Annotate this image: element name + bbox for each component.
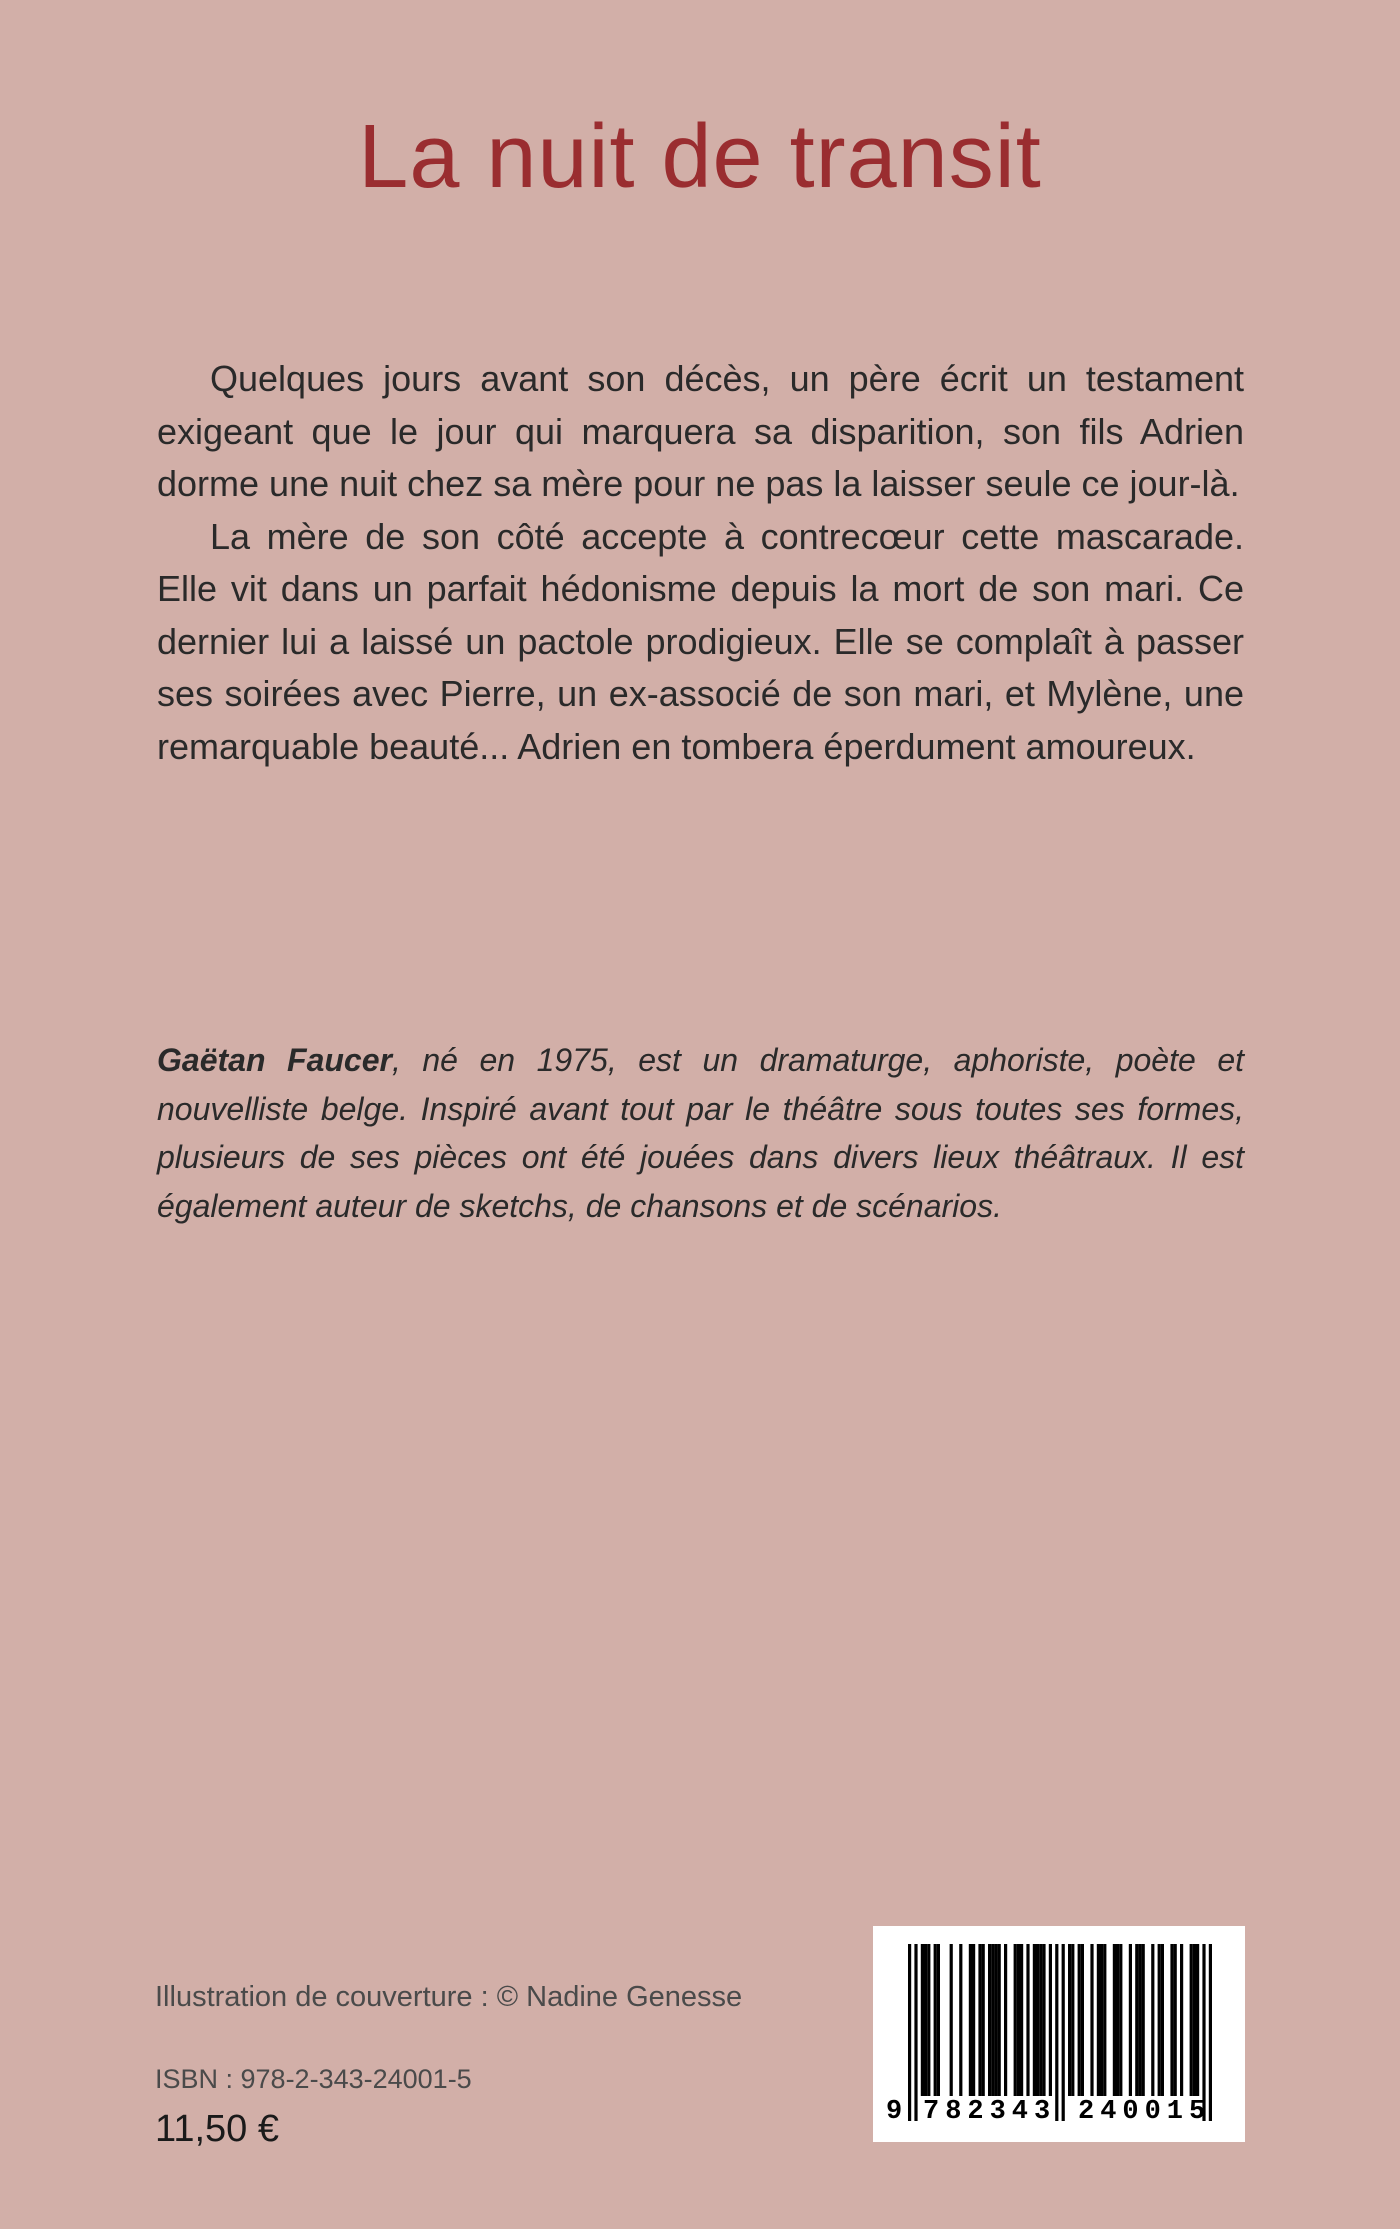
- barcode-bar: [1039, 1944, 1042, 2096]
- barcode-bar: [1100, 1944, 1103, 2096]
- barcode-bar: [972, 1944, 975, 2096]
- barcode-bar: [1017, 1944, 1020, 2096]
- book-title: La nuit de transit: [358, 107, 1042, 207]
- barcode-bar: [1049, 1944, 1052, 2096]
- barcode-bar: [1116, 1944, 1119, 2096]
- barcode-bar: [1119, 1944, 1122, 2096]
- barcode-bar: [988, 1944, 991, 2096]
- synopsis: [157, 353, 1244, 773]
- isbn: ISBN : 978-2-343-24001-5: [155, 2064, 472, 2094]
- barcode-bar: [959, 1944, 962, 2096]
- barcode-bar: [1033, 1944, 1036, 2096]
- barcode-bar: [1078, 1944, 1081, 2096]
- barcode-bar: [982, 1944, 985, 2096]
- barcode-left-group: 782343: [923, 2097, 1057, 2127]
- barcode-bar: [1138, 1944, 1141, 2096]
- barcode-bar: [998, 1944, 1001, 2096]
- synopsis-paragraph-1: Quelques jours avant son décès, un père écrit un testament exigeant que le jour qui marquera sa disparition, son fils Adrien dorme une nuit chez sa mère pour ne pas la laisser seule ce jour-là.: [157, 358, 1244, 504]
- price: 11,50 €: [155, 2108, 279, 2150]
- barcode-bar: [1174, 1944, 1177, 2096]
- author-bio-text: , né en 1975, est un dramaturge, aphoriste, poète et nouvelliste belge. Inspiré avant tout par le théâtre sous toutes ses formes, plusieurs de ses pièces ont été jouées dans divers lieux théâtraux. Il est également auteur de sketchs, de chansons et de scénarios.: [157, 1042, 1244, 1224]
- barcode-bar: [1161, 1944, 1164, 2096]
- author-bio: [157, 1036, 1244, 1230]
- barcode-bar: [1068, 1944, 1071, 2096]
- barcode-first-digit: 9: [886, 2097, 903, 2127]
- barcode-bar: [1020, 1944, 1023, 2096]
- barcode-bar: [1036, 1944, 1039, 2096]
- barcode-bar: [1004, 1944, 1007, 2096]
- barcode-digits: [873, 2094, 1245, 2130]
- barcode-bar: [1097, 1944, 1100, 2096]
- barcode-bar: [1135, 1944, 1138, 2096]
- barcode-bar: [934, 1944, 937, 2096]
- barcode-bar: [1081, 1944, 1084, 2096]
- barcode-bar: [1151, 1944, 1154, 2096]
- barcode-bar: [978, 1944, 981, 2096]
- barcode-bar: [1129, 1944, 1132, 2096]
- barcode-bar: [1042, 1944, 1045, 2096]
- barcode-bar: [1103, 1944, 1106, 2096]
- barcode-bar: [1142, 1944, 1145, 2096]
- barcode-bar: [1193, 1944, 1196, 2096]
- barcode-bar: [950, 1944, 953, 2096]
- barcode-bar: [1090, 1944, 1093, 2096]
- synopsis-paragraph-2: La mère de son côté accepte à contrecœur cette mascarade. Elle vit dans un parfait hédonisme depuis la mort de son mari. Ce dernier lui a laissé un pactole prodigieux. Elle se complaît à passer ses soirées avec Pierre, un ex-associé de son mari, et Mylène, une remarquable beauté... Adrien en tombera éperdument amoureux.: [157, 515, 1244, 767]
- barcode-bar: [937, 1944, 940, 2096]
- author-name: Gaëtan Faucer: [157, 1042, 392, 1078]
- barcode-bar: [1071, 1944, 1074, 2096]
- barcode-bar: [1196, 1944, 1199, 2096]
- barcode-bar: [1158, 1944, 1161, 2096]
- barcode-bar: [994, 1944, 997, 2096]
- illustration-credit: Illustration de couverture : © Nadine Genesse: [155, 1981, 743, 2013]
- barcode-bar: [927, 1944, 930, 2096]
- barcode-right-group: 240015: [1078, 2097, 1212, 2127]
- barcode-bar: [921, 1944, 924, 2096]
- barcode: [873, 1926, 1245, 2142]
- barcode-bar: [1170, 1944, 1173, 2096]
- barcode-bar: [1026, 1944, 1029, 2096]
- barcode-bar: [1180, 1944, 1183, 2096]
- barcode-bar: [1014, 1944, 1017, 2096]
- barcode-bar: [1113, 1944, 1116, 2096]
- barcode-bar: [1190, 1944, 1193, 2096]
- barcode-bar: [924, 1944, 927, 2096]
- barcode-bar: [991, 1944, 994, 2096]
- barcode-bar: [969, 1944, 972, 2096]
